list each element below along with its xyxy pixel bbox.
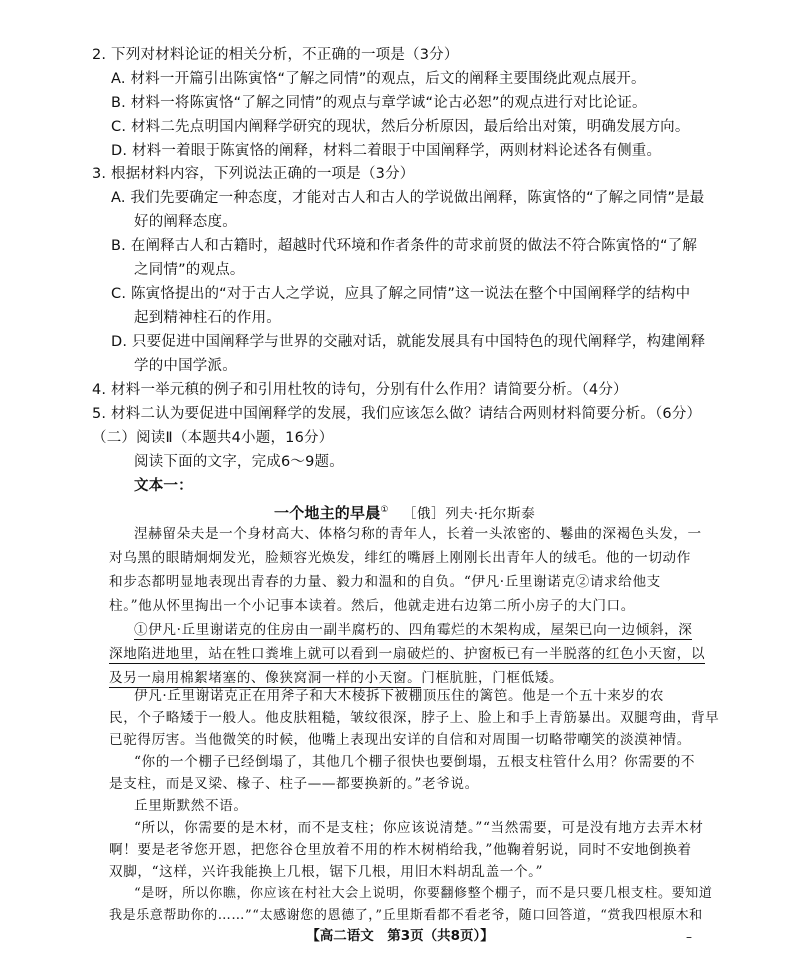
question-2-stem: 2. 下列对材料论证的相关分析，不正确的一项是（3分） — [92, 47, 459, 63]
page-footer: 【高二语文 第3页（共8页）】 — [306, 928, 494, 944]
story-author: ［俄］列夫·托尔斯泰 — [402, 505, 536, 522]
story-silence-line: 丘里斯默然不语。 — [134, 798, 248, 814]
story-paragraph-1-line-3: 和步态都明显地表现出青春的力量、毅力和温和的自负。“伊凡·丘里谢诺克②请求给他支 — [109, 574, 661, 590]
story-title: 一个地主的早晨 — [274, 503, 381, 522]
story-paragraph-3-line-2: 民，个子略矮于一般人。他皮肤粗糙，皱纹很深，脖子上、脸上和手上青筋暴出。双腿弯曲，背早 — [109, 710, 720, 726]
story-paragraph-1-line-1: 涅赫留朵夫是一个身材高大、体格匀称的青年人，长着一头浓密的、鬈曲的深褐色头发，一 — [134, 526, 702, 542]
story-heading — [274, 500, 535, 524]
story-dialogue-1-line-1: “你的一个棚子已经倒塌了，其他几个棚子很快也要倒塌，五根支柱管什么用？你需要的不 — [134, 754, 696, 770]
story-paragraph-3-line-1: 伊凡·丘里谢诺克正在用斧子和大木棱拆下被棚顶压住的篱笆。他是一个五十来岁的农 — [134, 688, 665, 704]
question-3-option-d-line2: 学的中国学派。 — [134, 358, 237, 374]
question-5: 5. 材料二认为要促进中国阐释学的发展，我们应该怎么做？请结合两则材料简要分析。（6分） — [92, 406, 702, 422]
question-4: 4. 材料一举元稹的例子和引用杜牧的诗句，分别有什么作用？请简要分析。（4分） — [92, 382, 628, 398]
question-3-option-d-line1: D. 只要促进中国阐释学与世界的交融对话，就能发展具有中国特色的现代阐释学，构建阐释 — [111, 334, 706, 350]
footnote-marker: ① — [380, 505, 389, 515]
story-dialogue-2-line-2: 啊！要是老爷您开恩，把您谷仓里放着不用的柞木树梢给我，”他鞠着躬说，同时不安地倒换着 — [109, 842, 692, 858]
page-corner-mark: – — [686, 930, 692, 944]
underlined-sentence-line-3: 及另一扇用棉絮堵塞的、像狭窝洞一样的小天窗。门框肮脏，门框低矮。 — [109, 670, 564, 686]
question-3-option-b-line1: B. 在阐释古人和古籍时，超越时代环境和作者条件的苛求前贤的做法不符合陈寅恪的“了解 — [111, 238, 698, 254]
story-paragraph-3-line-3: 已驼得厉害。当他微笑的时候，他嘴上表现出安详的自信和对周围一切略带嘲笑的淡漠神情。 — [109, 732, 691, 748]
question-2-option-b: B. 材料一将陈寅恪“了解之同情”的观点与章学诚“论古必恕”的观点进行对比论证。 — [111, 95, 647, 111]
story-dialogue-2-line-1: “所以，你需要的是木材，而不是支柱；你应该说清楚。”“当然需要，可是没有地方去弄木材 — [134, 820, 704, 836]
section-heading: （二）阅读Ⅱ（本题共4小题，16分） — [92, 430, 334, 446]
reading-instruction: 阅读下面的文字，完成6～9题。 — [134, 454, 344, 470]
text-one-label: 文本一： — [134, 478, 193, 494]
question-2-option-c: C. 材料二先点明国内阐释学研究的现状，然后分析原因，最后给出对策，明确发展方向。 — [111, 119, 690, 135]
question-3-option-a-line1: A. 我们先要确定一种态度，才能对古人和古人的学说做出阐释，陈寅恪的“了解之同情”是最 — [111, 190, 705, 206]
story-dialogue-3-line-2-hidden: 我是乐意帮助你的……”“太感谢您的恩德了，”丘里斯看都不看老爷，随口回答道，“赏我四根原木和 — [109, 908, 703, 923]
story-dialogue-3-line-1: “是呀，所以你瞧，你应该在村社大会上说明，你要翻修整个棚子，而不是只要几根支柱。要知道 — [134, 886, 713, 901]
story-paragraph-1-line-2: 对乌黑的眼睛炯炯发光，脸颊容光焕发，绯红的嘴唇上刚刚长出青年人的绒毛。他的一切动作 — [109, 550, 691, 566]
underlined-sentence-line-2: 深地陷进地里，站在牲口粪堆上就可以看到一扇破烂的、护窗板已有一半脱落的红色小天窗，以 — [109, 646, 706, 662]
question-2-option-a: A. 材料一开篇引出陈寅恪“了解之同情”的观点，后文的阐释主要围绕此观点展开。 — [111, 71, 646, 87]
question-3-option-c-line1: C. 陈寅恪提出的“对于古人之学说，应具了解之同情”这一说法在整个中国阐释学的结构中 — [111, 286, 691, 302]
story-dialogue-2-line-3: 双脚，“这样，兴许我能换上几根，锯下几根，用旧木料胡乱盖一个。” — [109, 864, 544, 880]
story-paragraph-1-line-4: 柱。”他从怀里掏出一个小记事本读着。然后，他就走进右边第二所小房子的大门口。 — [109, 598, 635, 614]
underlined-sentence-line-1: ①伊凡·丘里谢诺克的住房由一副半腐朽的、四角霉烂的木架构成，屋架已向一边倾斜，深 — [134, 622, 693, 638]
question-3-option-c-line2: 起到精神柱石的作用。 — [134, 310, 281, 326]
question-2-option-d: D. 材料一着眼于陈寅恪的阐释，材料二着眼于中国阐释学，两则材料论述各有侧重。 — [111, 143, 662, 159]
story-dialogue-1-line-2: 是支柱，而是叉梁、椽子、柱子——都要换新的。”老爷说。 — [109, 776, 479, 792]
question-3-option-a-line2: 好的阐释态度。 — [134, 214, 237, 230]
question-3-stem: 3. 根据材料内容，下列说法正确的一项是（3分） — [92, 166, 415, 182]
question-3-option-b-line2: 之同情”的观点。 — [134, 262, 245, 278]
